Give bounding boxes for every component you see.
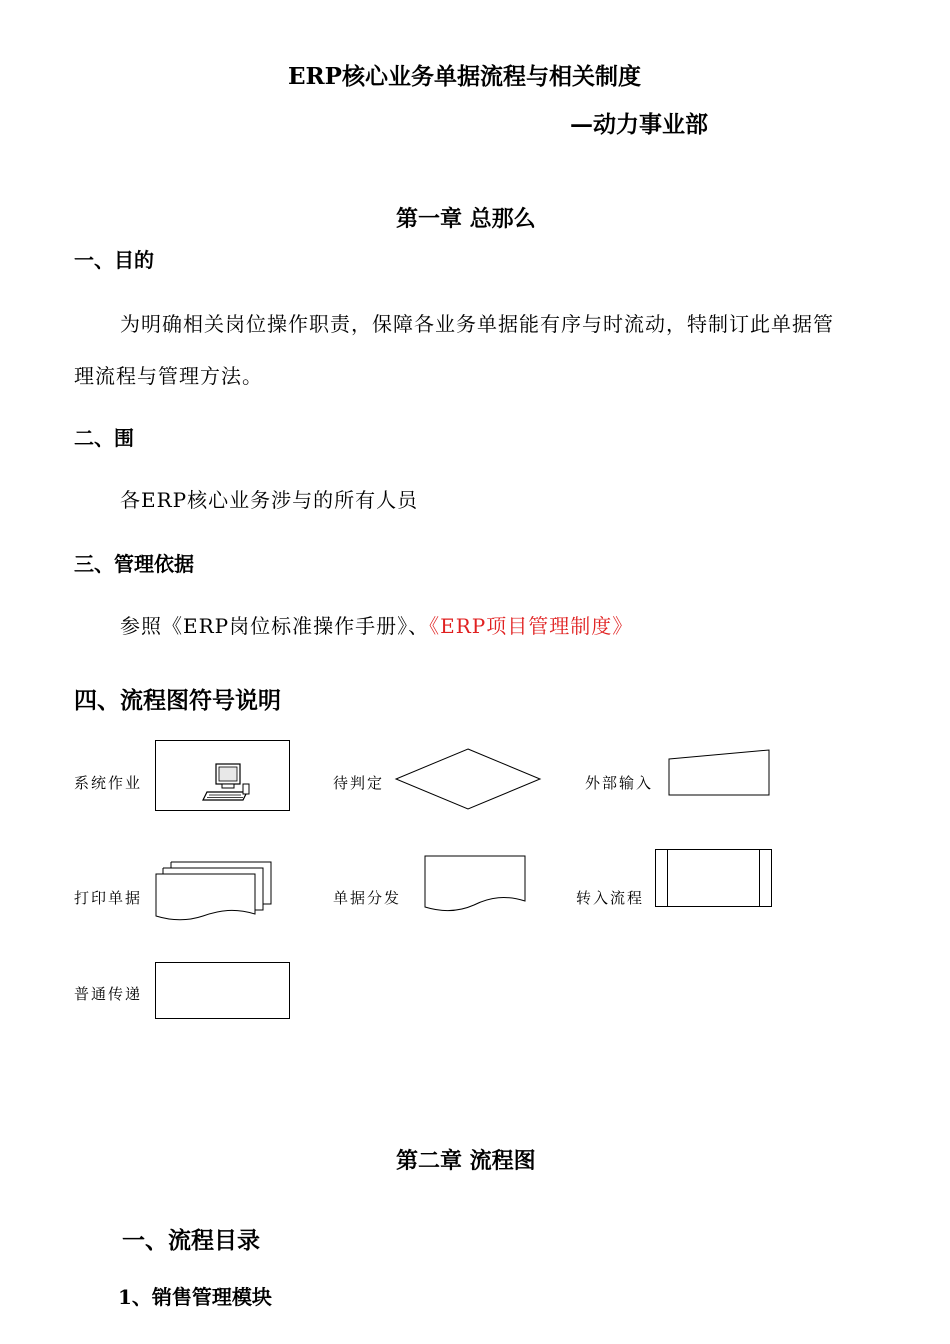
symbol-label-external-input: 外部输入 (585, 774, 654, 792)
symbol-label-document-distribution: 单据分发 (333, 889, 402, 907)
purpose-paragraph-line-1: 为明确相关岗位操作职责，保障各业务单据能有序与时流动，特制订此单据管 (120, 312, 834, 336)
section-symbols-heading: 四、流程图符号说明 (74, 687, 281, 714)
document-subtitle: —动力事业部 (570, 111, 708, 138)
sales-module-heading: 1、销售管理模块 (118, 1285, 272, 1309)
basis-paragraph-reference: 《ERP项目管理制度》 (429, 614, 634, 638)
document-title: ERP核心业务单据流程与相关制度 (288, 63, 641, 90)
section-basis-heading: 三、管理依据 (74, 552, 194, 576)
computer-icon (203, 764, 249, 800)
manual-input-shape (668, 749, 772, 797)
scope-paragraph: 各ERP核心业务涉与的所有人员 (120, 488, 419, 512)
symbol-label-system-operation: 系统作业 (74, 774, 143, 792)
multi-document-shape (155, 860, 273, 924)
document-shape (424, 855, 528, 915)
diamond-shape (395, 748, 541, 810)
section-purpose-heading: 一、目的 (74, 248, 154, 272)
basis-paragraph (120, 610, 633, 639)
symbol-label-transfer-process: 转入流程 (576, 889, 645, 907)
chapter-2-heading: 第二章 流程图 (396, 1148, 536, 1174)
symbol-label-print-document: 打印单据 (74, 889, 143, 907)
purpose-paragraph-line-2: 理流程与管理方法。 (74, 364, 263, 388)
chapter-1-heading: 第一章 总那么 (396, 206, 536, 232)
process-directory-heading: 一、流程目录 (122, 1227, 260, 1254)
rectangle-shape (155, 962, 291, 1020)
symbol-label-pending-decision: 待判定 (333, 774, 385, 792)
basis-paragraph-prefix: 参照《ERP岗位标准操作手册》、 (120, 614, 430, 638)
predefined-process-shape (655, 849, 773, 909)
section-scope-heading: 二、围 (74, 426, 134, 450)
system-operation-symbol (155, 740, 291, 812)
symbol-label-normal-transfer: 普通传递 (74, 985, 143, 1003)
